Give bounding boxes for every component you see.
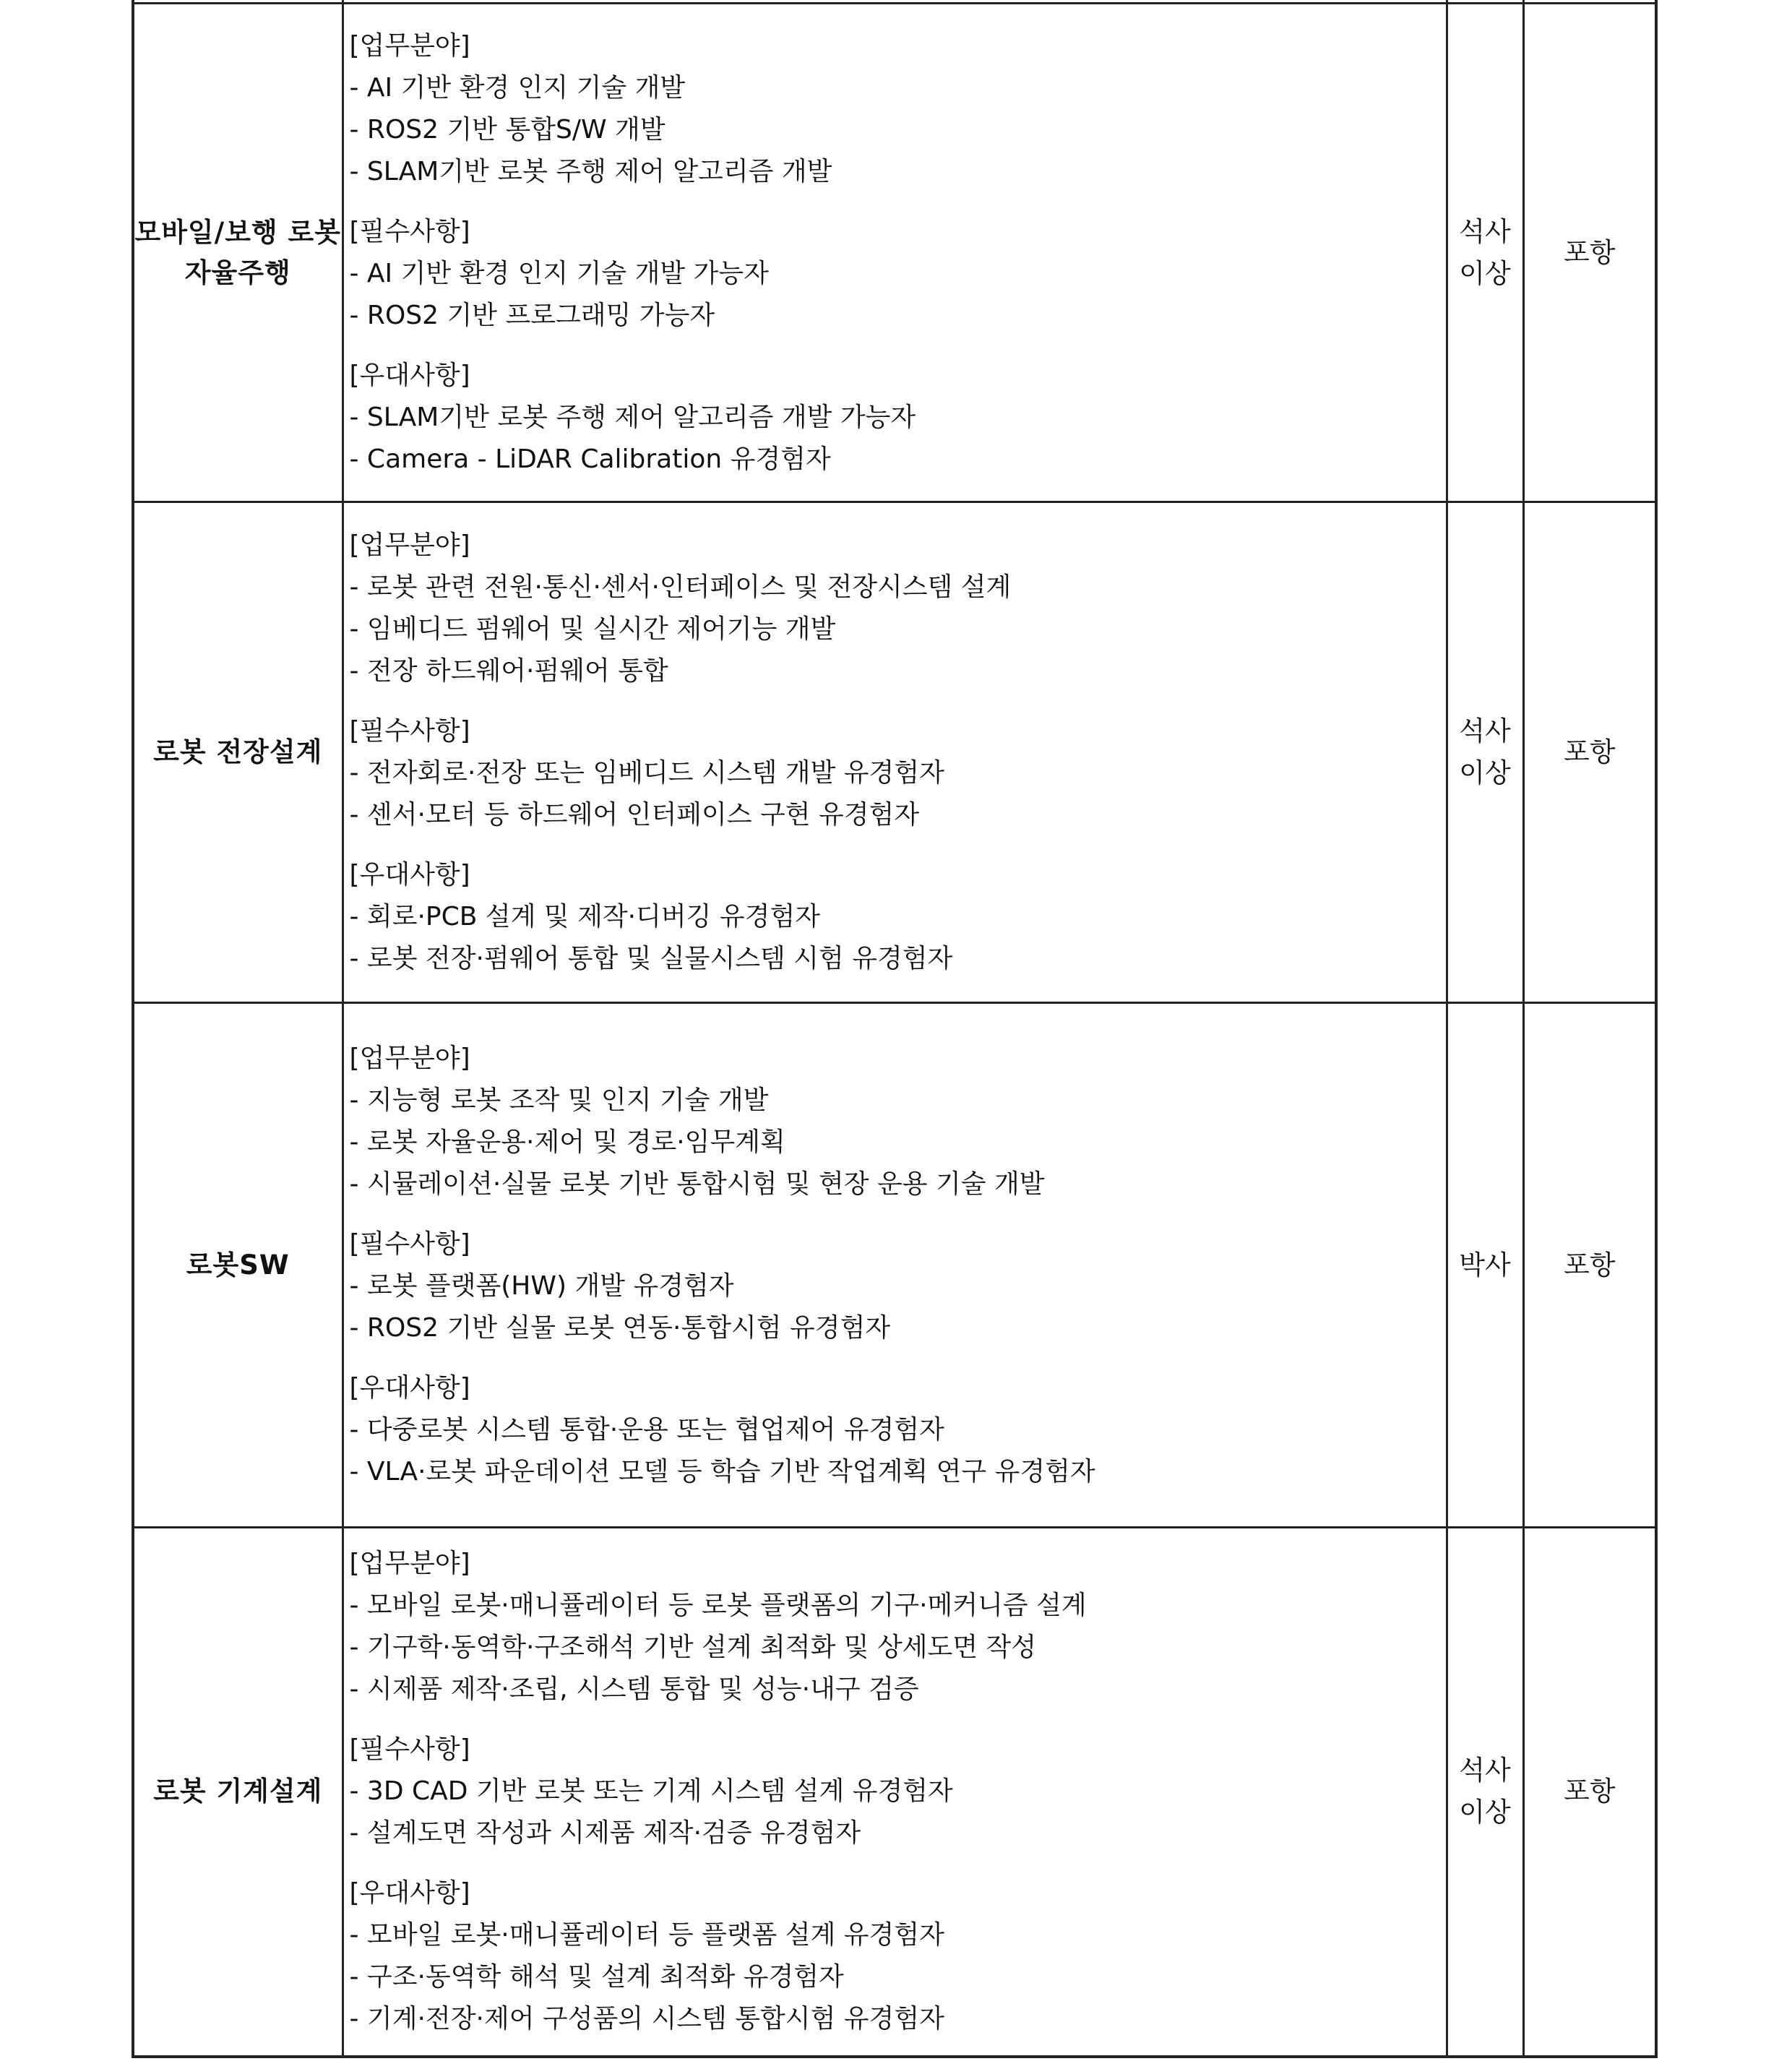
preferred-section [350,1367,1446,1493]
section-heading: [우대사항] [349,360,470,390]
list-item: - 임베디드 펌웨어 및 실시간 제어기능 개발 [349,614,836,644]
work-location: 포항 [1523,1528,1656,2057]
work-location: 포항 [1523,502,1656,1003]
list-item: - 구조·동역학 해석 및 설계 최적화 유경험자 [349,1962,844,1992]
work-location: 포항 [1523,4,1656,502]
list-item: - 3D CAD 기반 로봇 또는 기계 시스템 설계 유경험자 [349,1776,953,1807]
section-heading: [필수사항] [349,716,470,746]
position-name: 로봇 전장설계 [133,502,343,1003]
job-posting-table [132,0,1658,2058]
requirements-section [350,1729,1446,1854]
list-item: - 시제품 제작·조립, 시스템 통합 및 성능·내구 검증 [349,1674,919,1705]
list-item: - SLAM기반 로봇 주행 제어 알고리즘 개발 [349,156,832,186]
position-name: 모바일/보행 로봇 자율주행 [133,4,343,502]
preferred-section [350,355,1446,481]
list-item: - 로봇 자율운용·제어 및 경로·임무계획 [349,1127,785,1157]
list-item: - Camera - LiDAR Calibration 유경험자 [349,444,831,474]
list-item: - 센서·모터 등 하드웨어 인터페이스 구현 유경험자 [349,800,920,830]
list-item: - AI 기반 환경 인지 기술 개발 [349,72,686,103]
degree-cell [1447,502,1523,1003]
requirements-section [350,710,1446,836]
position-name: 로봇SW [133,1003,343,1528]
list-item: - 지능형 로봇 조작 및 인지 기술 개발 [349,1085,769,1115]
position-description [343,1003,1447,1528]
list-item: - 로봇 전장·펌웨어 통합 및 실물시스템 시험 유경험자 [349,944,953,973]
list-item: - SLAM기반 로봇 주행 제어 알고리즘 개발 가능자 [349,402,916,432]
position-description [343,4,1447,502]
degree-cell [1447,1528,1523,2057]
duties-section [350,25,1446,193]
position-name: 로봇 기계설계 [133,1528,343,2057]
requirements-section [350,1223,1446,1349]
list-item: - 설계도면 작성과 시제품 제작·검증 유경험자 [349,1818,861,1849]
list-item: - 회로·PCB 설계 및 제작·디버깅 유경험자 [349,902,821,932]
section-heading: [필수사항] [349,1229,470,1259]
table-row [133,1528,1656,2057]
degree-requirement: 박사 [1459,1249,1511,1281]
section-heading: [우대사항] [349,860,470,890]
section-heading: [필수사항] [349,216,470,246]
list-item: - 로봇 관련 전원·통신·센서·인터페이스 및 전장시스템 설계 [349,572,1012,602]
list-item: - 시뮬레이션·실물 로봇 기반 통합시험 및 현장 운용 기술 개발 [349,1169,1045,1199]
section-heading: [필수사항] [349,1734,470,1765]
requirements-section [350,211,1446,337]
section-heading: [우대사항] [349,1878,470,1909]
duties-section [350,1038,1446,1205]
list-item: - 전자회로·전장 또는 임베디드 시스템 개발 유경험자 [349,758,944,788]
list-item: - 다중로봇 시스템 통합·운용 또는 협업제어 유경험자 [349,1414,944,1445]
table-row [133,1003,1656,1528]
degree-cell [1447,1003,1523,1528]
work-location: 포항 [1523,1003,1656,1528]
list-item: - ROS2 기반 통합S/W 개발 [349,114,665,145]
table-row [133,502,1656,1003]
degree-requirement: 석사 이상 [1459,715,1511,788]
section-heading: [우대사항] [349,1372,470,1403]
section-heading: [업무분야] [349,1043,470,1073]
duties-section [350,525,1446,692]
section-heading: [업무분야] [349,30,470,61]
position-description [343,1528,1447,2057]
position-description [343,502,1447,1003]
preferred-section [350,854,1446,980]
list-item: - 로봇 플랫폼(HW) 개발 유경험자 [349,1270,734,1301]
section-heading: [업무분야] [349,530,470,560]
list-item: - 전장 하드웨어·펌웨어 통합 [349,656,668,686]
degree-requirement: 석사 이상 [1459,215,1511,289]
list-item: - 모바일 로봇·매니퓰레이터 등 로봇 플랫폼의 기구·메커니즘 설계 [349,1591,1087,1621]
list-item: - 기구학·동역학·구조해석 기반 설계 최적화 및 상세도면 작성 [349,1633,1037,1663]
section-heading: [업무분야] [349,1549,470,1579]
list-item: - AI 기반 환경 인지 기술 개발 가능자 [349,258,769,288]
preferred-section [350,1872,1446,2040]
degree-cell [1447,4,1523,502]
list-item: - ROS2 기반 실물 로봇 연동·통합시험 유경험자 [349,1312,891,1343]
table-row [133,4,1656,502]
list-item: - 기계·전장·제어 구성품의 시스템 통합시험 유경험자 [349,2004,944,2034]
list-item: - VLA·로봇 파운데이션 모델 등 학습 기반 작업계획 연구 유경험자 [349,1456,1095,1487]
list-item: - 모바일 로봇·매니퓰레이터 등 플랫폼 설계 유경험자 [349,1920,944,1950]
list-item: - ROS2 기반 프로그래밍 가능자 [349,300,715,330]
degree-requirement: 석사 이상 [1459,1755,1511,1828]
duties-section [350,1543,1446,1711]
